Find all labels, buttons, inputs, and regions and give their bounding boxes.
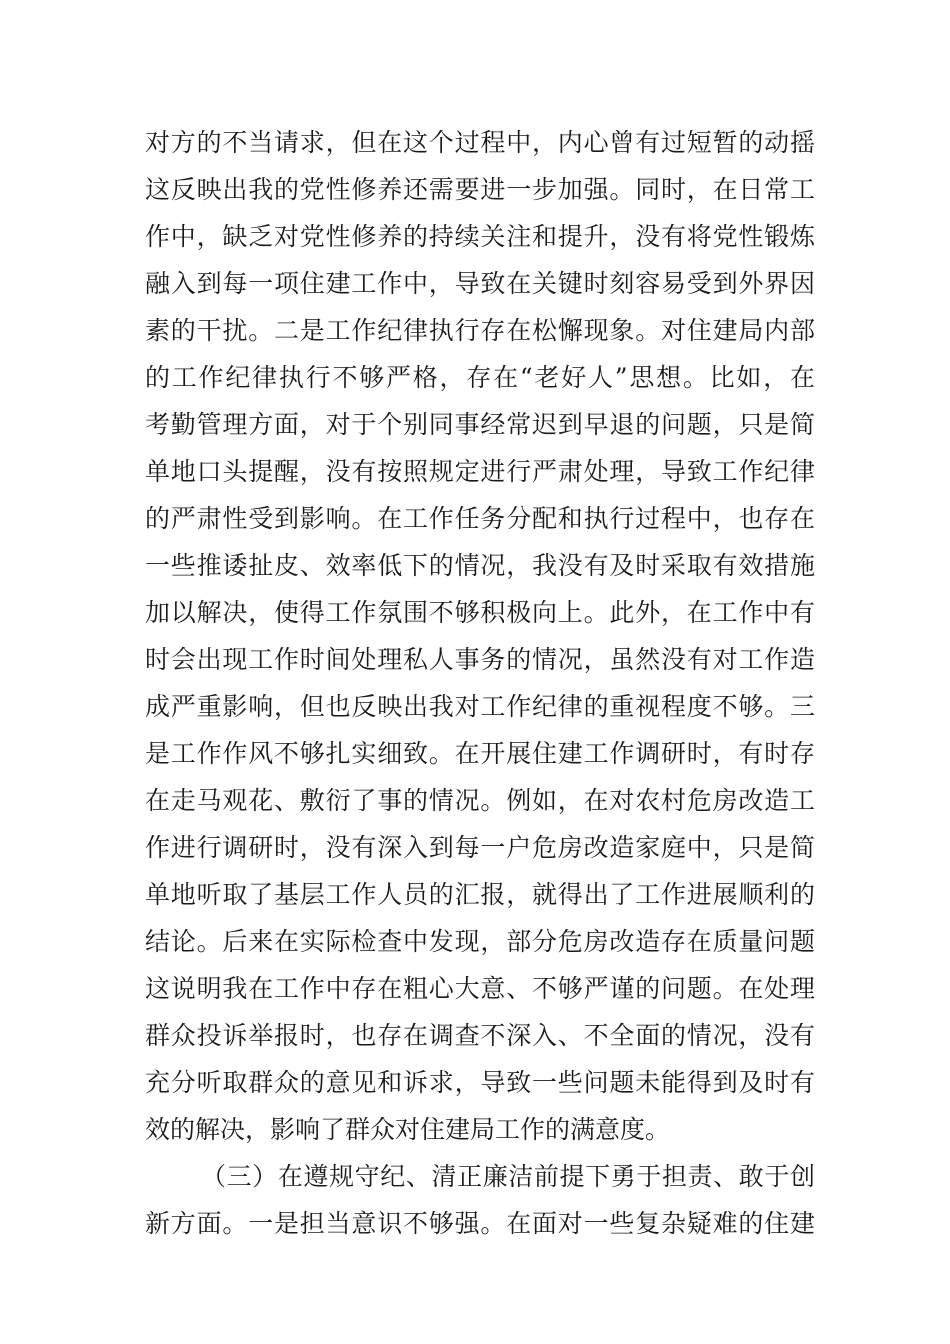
paragraph-line: 这说明我在工作中存在粗心大意、不够严谨的问题。在处理 [145,974,815,1003]
document-body [145,119,815,1247]
paragraph-line: 融入到每一项住建工作中，导致在关键时刻容易受到外界因 [145,269,815,298]
paragraph-line: 的严肃性受到影响。在工作任务分配和执行过程中，也存在 [145,504,815,533]
paragraph-line: 作进行调研时，没有深入到每一户危房改造家庭中，只是简 [145,833,815,862]
paragraph-line: 成严重影响，但也反映出我对工作纪律的重视程度不够。三 [145,692,815,721]
paragraph-line: 单地听取了基层工作人员的汇报，就得出了工作进展顺利的 [145,880,815,909]
paragraph-line: 一些推诿扯皮、效率低下的情况，我没有及时采取有效措施 [145,551,815,580]
paragraph-line: 这反映出我的党性修养还需要进一步加强。同时，在日常工 [145,175,815,204]
paragraph-line: 结论。后来在实际检查中发现，部分危房改造存在质量问题 [145,927,815,956]
paragraph-line: 加以解决，使得工作氛围不够积极向上。此外，在工作中有 [145,598,815,627]
paragraph-line: 是工作作风不够扎实细致。在开展住建工作调研时，有时存 [145,739,815,768]
paragraph-line: 单地口头提醒，没有按照规定进行严肃处理，导致工作纪律 [145,457,815,486]
paragraph-line: 新方面。一是担当意识不够强。在面对一些复杂疑难的住建 [145,1209,815,1238]
paragraph-line: 素的干扰。二是工作纪律执行存在松懈现象。对住建局内部 [145,316,815,345]
paragraph-line-last: 效的解决，影响了群众对住建局工作的满意度。 [145,1115,671,1144]
paragraph-line: 作中，缺乏对党性修养的持续关注和提升，没有将党性锻炼 [145,222,815,251]
paragraph-line: 的工作纪律执行不够严格，存在“老好人”思想。比如，在 [145,363,815,392]
paragraph-line: 时会出现工作时间处理私人事务的情况，虽然没有对工作造 [145,645,815,674]
paragraph-line: 充分听取群众的意见和诉求，导致一些问题未能得到及时有 [145,1068,815,1097]
paragraph-line: 对方的不当请求，但在这个过程中，内心曾有过短暂的动摇 [145,128,815,157]
section-heading-line: （三）在遵规守纪、清正廉洁前提下勇于担责、敢于创 [201,1162,815,1191]
paragraph-line: 群众投诉举报时，也存在调查不深入、不全面的情况，没有 [145,1021,815,1050]
paragraph-line: 考勤管理方面，对于个别同事经常迟到早退的问题，只是简 [145,410,815,439]
paragraph-line: 在走马观花、敷衍了事的情况。例如，在对农村危房改造工 [145,786,815,815]
